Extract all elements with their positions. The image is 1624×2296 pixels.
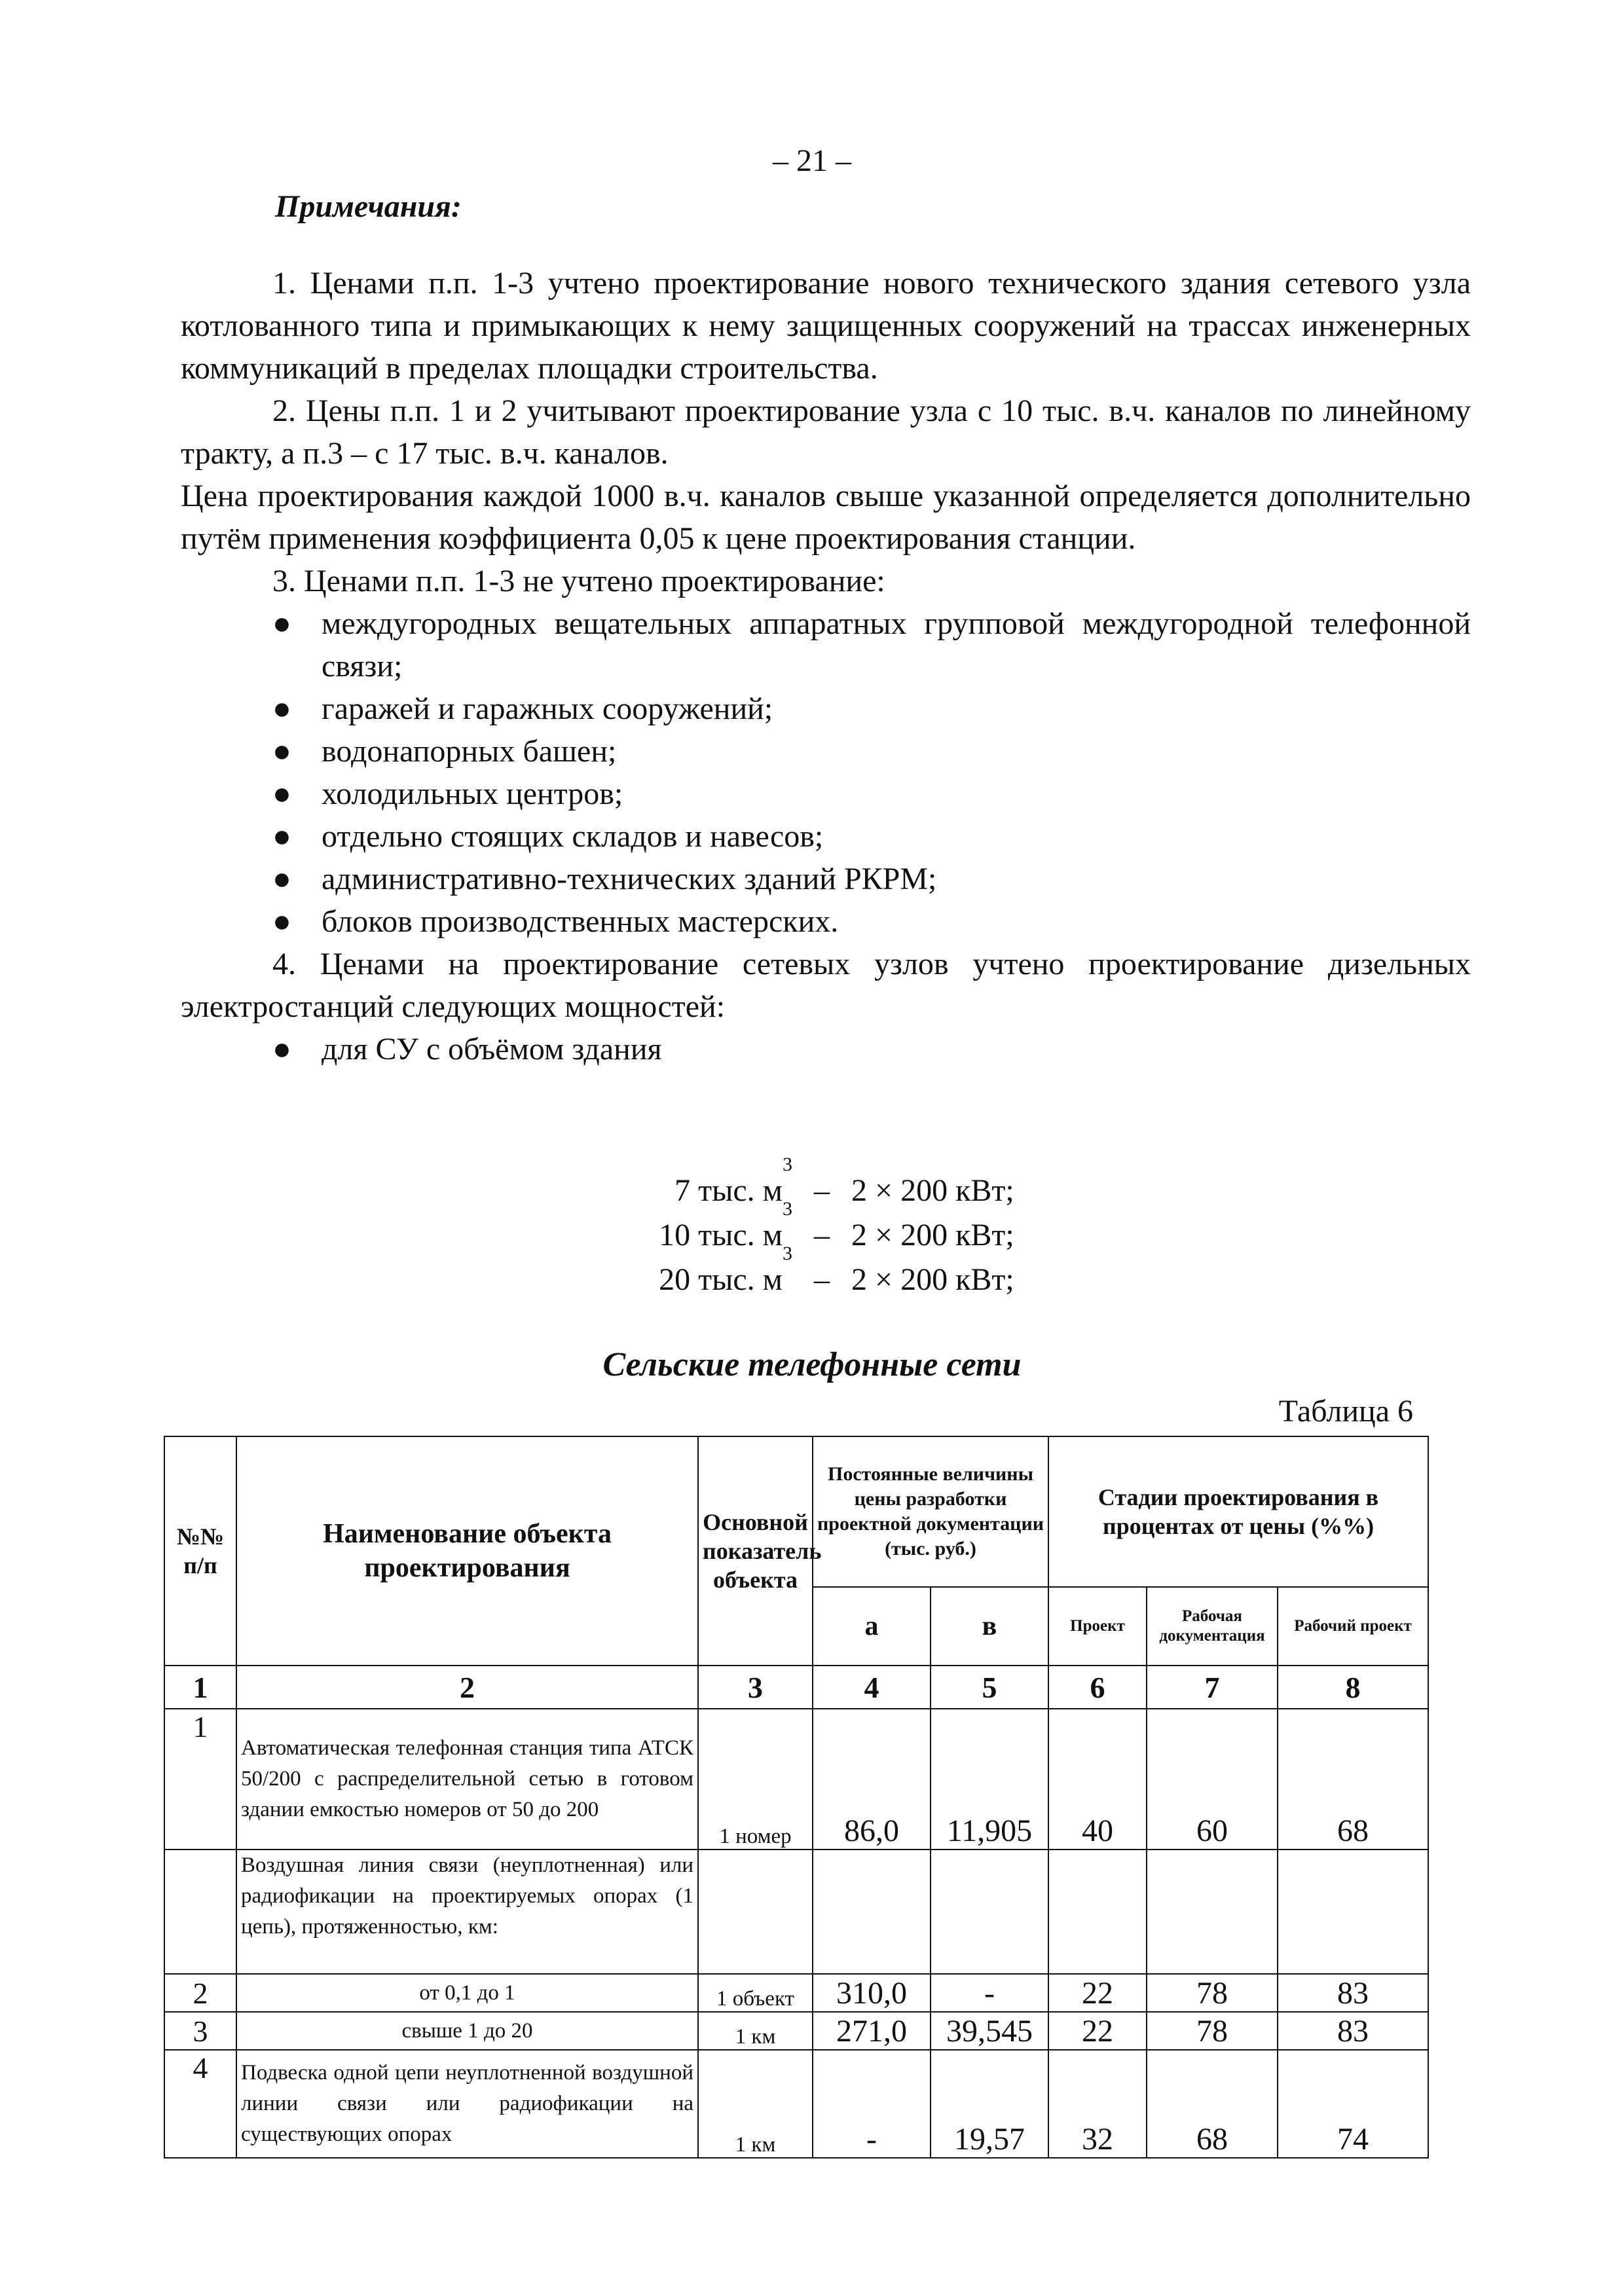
note-4: 4. Ценами на проектирование сетевых узлов учтено проектирование дизельных электростанций следующих мощностей:: [181, 947, 1471, 1024]
list-item: ● для СУ с объёмом здания: [181, 1028, 1471, 1070]
header-name: Наименование объекта проектирования: [236, 1436, 698, 1666]
table-row: [164, 1974, 1428, 2012]
stage-working-project: 68: [1278, 1709, 1428, 1850]
bullet-icon: ●: [272, 862, 291, 896]
stage-working-docs: 68: [1147, 2050, 1278, 2158]
header-num: №№ п/п: [164, 1436, 236, 1666]
note-3: 3. Ценами п.п. 1-3 не учтено проектирование:: [272, 564, 885, 598]
header-a: а: [813, 1587, 931, 1666]
column-number: 4: [813, 1666, 931, 1709]
building-volume: 20 тыс. $м^3$: [659, 1243, 792, 1297]
list-item: ● гаражей и гаражных сооружений;: [181, 687, 1471, 730]
column-number: 3: [698, 1666, 813, 1709]
section-title: Сельские телефонные сети: [602, 1346, 1022, 1383]
row-number: 4: [164, 2050, 236, 2158]
stage-project: 22: [1048, 2012, 1147, 2050]
stage-project: 22: [1048, 1974, 1147, 2012]
note-1: 1. Ценами п.п. 1-3 учтено проектирование нового технического здания сетевого узла котлованного типа и примыкающих к нему защищенных сооружений на трассах инженерных коммуникаций в пределах площадки строительства.: [181, 266, 1471, 386]
header-constants: Постоянные величины цены разработки проектной документации (тыс. руб.): [813, 1436, 1048, 1587]
table-row: [164, 2012, 1428, 2050]
power-row: [602, 1243, 1014, 1302]
object-name: Автоматическая телефонная станция типа АТСК 50/200 с распределительной сетью в готовом здании емкостью номеров от 50 до 200: [236, 1709, 698, 1850]
column-number: 8: [1278, 1666, 1428, 1709]
column-number: 7: [1147, 1666, 1278, 1709]
bullet-icon: ●: [272, 691, 291, 726]
value-a: 310,0: [813, 1974, 931, 2012]
building-volume: 10 тыс. $м^3$: [659, 1198, 792, 1252]
power-value: 2 × 200 кВт;: [851, 1218, 1014, 1252]
column-number: 2: [236, 1666, 698, 1709]
header-working-docs: Рабочая документация: [1147, 1587, 1278, 1666]
object-name: Подвеска одной цепи неуплотненной воздушной линии связи или радиофикации на существующих опорах: [236, 2050, 698, 2158]
value-b: 39,545: [931, 2012, 1048, 2050]
notes-heading: Примечания:: [275, 189, 462, 224]
indicator: 1 км: [698, 2050, 813, 2158]
note-3-list: [181, 602, 1471, 943]
page-number: – 21 –: [773, 143, 851, 178]
column-number: 1: [164, 1666, 236, 1709]
notes-section: [181, 262, 1471, 1070]
bullet-icon: ●: [272, 819, 291, 854]
stage-project: 40: [1048, 1709, 1147, 1850]
list-item: ● междугородных вещательных аппаратных групповой междугородной телефонной связи;: [181, 602, 1471, 687]
value-b: 19,57: [931, 2050, 1048, 2158]
row-number: 1: [164, 1709, 236, 1850]
header-working-project: Рабочий проект: [1278, 1587, 1428, 1666]
table-row: [164, 2050, 1428, 2158]
group-header-row: [164, 1850, 1428, 1974]
header-indicator: Основной показатель объекта: [698, 1436, 813, 1666]
list-item: ● холодильных центров;: [181, 773, 1471, 815]
column-numbers-row: [164, 1666, 1428, 1709]
list-item: ● блоков производственных мастерских.: [181, 900, 1471, 943]
stage-working-docs: 78: [1147, 1974, 1278, 2012]
building-volume: 7 тыс. $м^3$: [674, 1154, 792, 1208]
note-2: 2. Цены п.п. 1 и 2 учитывают проектирование узла с 10 тыс. в.ч. каналов по линейному тракту, а п.3 – с 17 тыс. в.ч. каналов.: [181, 393, 1471, 471]
stage-working-project: 74: [1278, 2050, 1428, 2158]
column-number: 6: [1048, 1666, 1147, 1709]
stage-working-project: 83: [1278, 2012, 1428, 2050]
group-header: Воздушная линия связи (неуплотненная) или радиофикации на проектируемых опорах (1 цепь), протяженностью, км:: [236, 1850, 698, 1974]
row-number: 2: [164, 1974, 236, 2012]
list-item: ● отдельно стоящих складов и навесов;: [181, 815, 1471, 858]
power-list: [602, 1154, 1014, 1302]
stage-project: 32: [1048, 2050, 1147, 2158]
stage-working-docs: 78: [1147, 2012, 1278, 2050]
object-name: свыше 1 до 20: [236, 2012, 698, 2050]
header-project: Проект: [1048, 1587, 1147, 1666]
value-a: 86,0: [813, 1709, 931, 1850]
value-b: -: [931, 1974, 1048, 2012]
power-row: [602, 1198, 1014, 1258]
value-a: 271,0: [813, 2012, 931, 2050]
list-item: ● водонапорных башен;: [181, 730, 1471, 773]
bullet-icon: ●: [272, 734, 291, 769]
note-4-list: [181, 1028, 1471, 1070]
power-value: 2 × 200 кВт;: [851, 1173, 1014, 1208]
header-row: [164, 1436, 1428, 1587]
table-label: Таблица 6: [1278, 1394, 1413, 1429]
list-item: ● административно-технических зданий РКРМ;: [181, 858, 1471, 900]
row-number: 3: [164, 2012, 236, 2050]
bullet-icon: ●: [272, 1032, 291, 1066]
power-value: 2 × 200 кВт;: [851, 1262, 1014, 1297]
bullet-icon: ●: [272, 776, 291, 811]
indicator: 1 км: [698, 2012, 813, 2050]
dash: –: [814, 1173, 830, 1208]
note-2-continuation: Цена проектирования каждой 1000 в.ч. каналов свыше указанной определяется дополнительно путём применения коэффициента 0,05 к цене проектирования станции.: [181, 479, 1471, 556]
price-table: [164, 1436, 1429, 2159]
stage-working-docs: 60: [1147, 1709, 1278, 1850]
power-row: [602, 1154, 1014, 1213]
bullet-icon: ●: [272, 606, 291, 641]
object-name: от 0,1 до 1: [236, 1974, 698, 2012]
header-stages: Стадии проектирования в процентах от цены (%%): [1048, 1436, 1428, 1587]
dash: –: [814, 1218, 830, 1252]
stage-working-project: 83: [1278, 1974, 1428, 2012]
table-row: [164, 1709, 1428, 1850]
column-number: 5: [931, 1666, 1048, 1709]
bullet-icon: ●: [272, 904, 291, 939]
indicator: 1 номер: [698, 1709, 813, 1850]
header-b: в: [931, 1587, 1048, 1666]
dash: –: [814, 1262, 830, 1297]
value-b: 11,905: [931, 1709, 1048, 1850]
indicator: 1 объект: [698, 1974, 813, 2012]
value-a: -: [813, 2050, 931, 2158]
